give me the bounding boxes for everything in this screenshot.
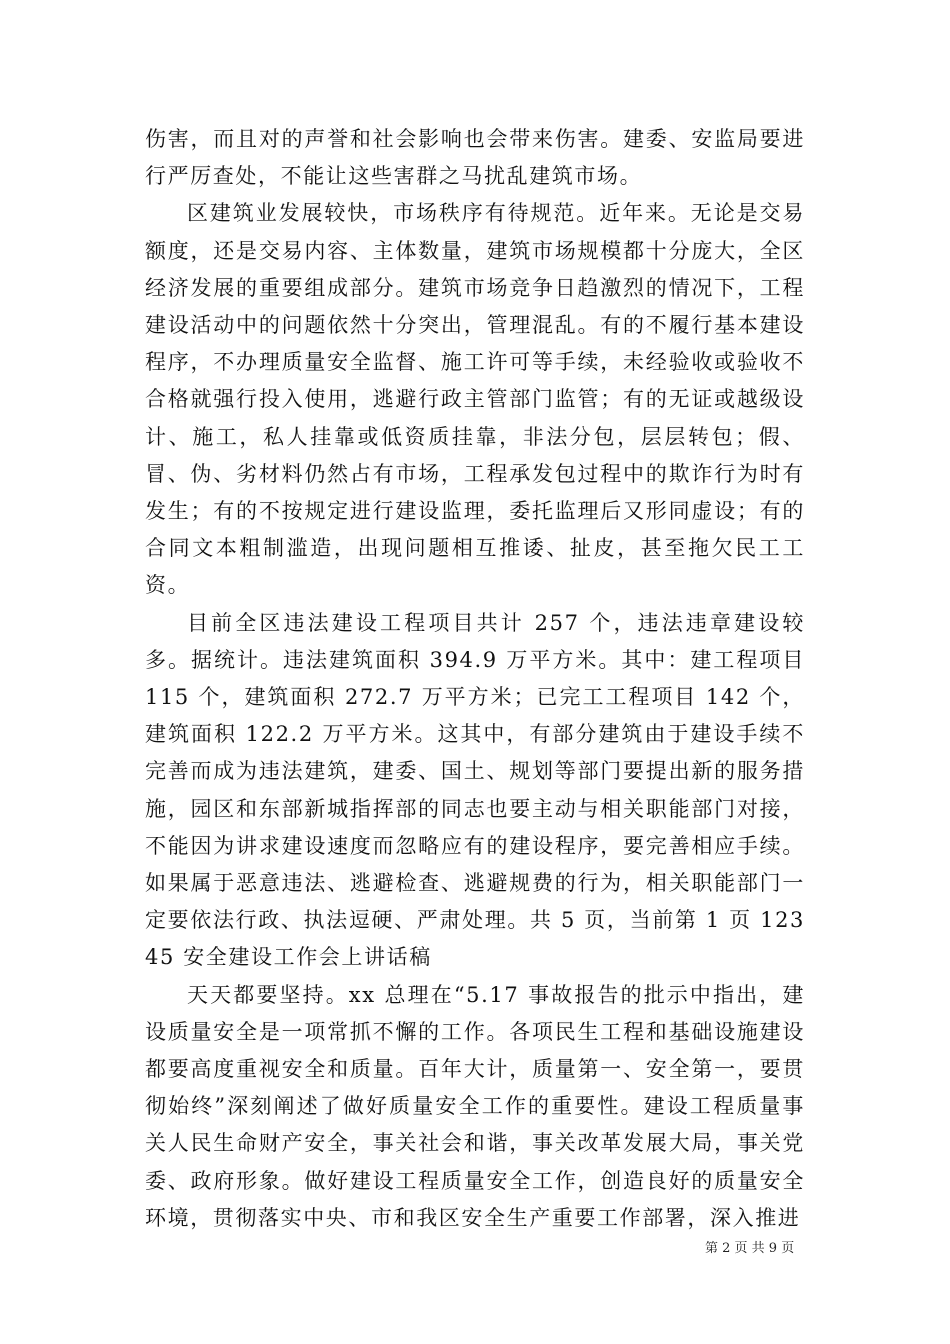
page-number-footer: 第 2 页 共 9 页 — [705, 1241, 795, 1256]
document-body — [145, 121, 805, 1237]
paragraph-2: 区建筑业发展较快，市场秩序有待规范。近年来。无论是交易额度，还是交易内容、主体数量，建筑市场规模都十分庞大，全区经济发展的重要组成部分。建筑市场竞争日趋激烈的情况下，工程建设活动中的问题依然十分突出，管理混乱。有的不履行基本建设程序，不办理质量安全监督、施工许可等手续，未经验收或验收不合格就强行投入使用，逃避行政主管部门监管；有的无证或越级设计、施工，私人挂靠或低资质挂靠，非法分包，层层转包；假、冒、伪、劣材料仍然占有市场，工程承发包过程中的欺诈行为时有发生；有的不按规定进行建设监理，委托监理后又形同虚设；有的合同文本粗制滥造，出现问题相互推诿、扯皮，甚至拖欠民工工资。 — [145, 201, 805, 598]
paragraph-4: 天天都要坚持。xx 总理在“5.17 事故报告的批示中指出，建设质量安全是一项常抓不懈的工作。各项民生工程和基础设施建设都要高度重视安全和质量。百年大计，质量第一、安全第一，要贯彻始终”深刻阐述了做好质量安全工作的重要性。建设工程质量事关人民生命财产安全，事关社会和谐，事关改革发展大局，事关党委、政府形象。做好建设工程质量安全工作，创造良好的质量安全环境，贯彻落实中央、市和我区安全生产重要工作部署，深入推进 — [145, 982, 805, 1230]
paragraph-3: 目前全区违法建设工程项目共计 257 个，违法违章建设较多。据统计。违法建筑面积 394.9 万平方米。其中：建工程项目 115 个，建筑面积 272.7 万平方米；已完工工程项目 142 个，建筑面积 122.2 万平方米。这其中，有部分建筑由于建设手续不完善而成为违法建筑，建委、国土、规划等部门要提出新的服务措施，园区和东部新城指挥部的同志也要主动与相关职能部门对接，不能因为讲求建设速度而忽略应有的建设程序，要完善相应手续。如果属于恶意违法、逃避检查、逃避规费的行为，相关职能部门一定要依法行政、执法逗硬、严肃处理。共 5 页，当前第 1 页 12345 安全建设工作会上讲话稿 — [145, 610, 805, 970]
paragraph-1: 伤害，而且对的声誉和社会影响也会带来伤害。建委、安监局要进行严厉查处，不能让这些害群之马扰乱建筑市场。 — [145, 127, 805, 189]
